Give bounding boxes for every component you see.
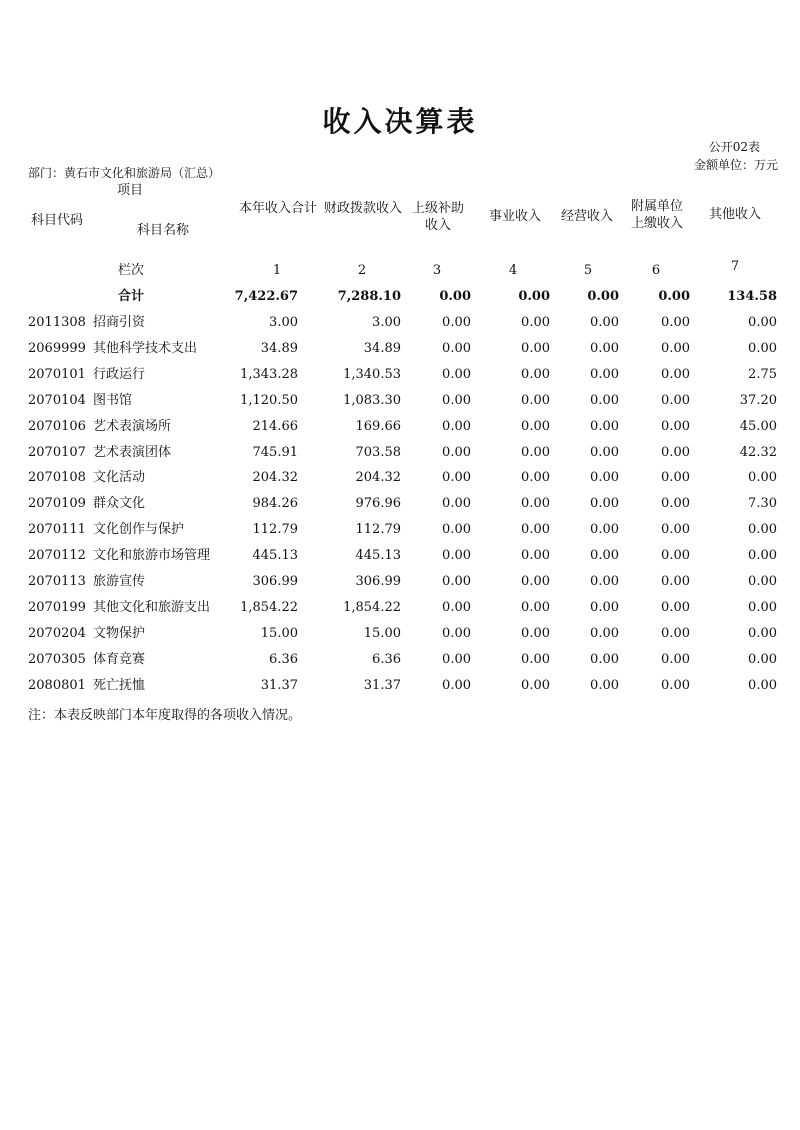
- seq-value: 1: [272, 263, 282, 278]
- seq-value: 5: [583, 263, 593, 278]
- subject-name: 行政运行: [93, 367, 146, 382]
- amount-cell: 0.00: [442, 574, 471, 589]
- amount-cell: 0.00: [748, 652, 777, 667]
- header-col6: 附属单位上缴收入: [630, 199, 683, 231]
- total-value: 0.00: [439, 289, 471, 304]
- subject-name: 图书馆: [93, 393, 133, 408]
- amount-cell: 0.00: [590, 367, 619, 382]
- subject-code: 2070101: [28, 367, 86, 382]
- amount-cell: 0.00: [521, 367, 550, 382]
- amount-cell: 306.99: [355, 574, 401, 589]
- amount-cell: 0.00: [442, 548, 471, 563]
- amount-cell: 34.89: [260, 341, 298, 356]
- subject-name: 艺术表演团体: [93, 445, 172, 460]
- amount-cell: 0.00: [590, 341, 619, 356]
- total-value: 0.00: [518, 289, 550, 304]
- subject-name: 其他文化和旅游支出: [93, 600, 211, 615]
- amount-cell: 0.00: [442, 600, 471, 615]
- amount-cell: 15.00: [260, 626, 298, 641]
- amount-cell: 0.00: [590, 419, 619, 434]
- amount-cell: 112.79: [355, 522, 401, 537]
- amount-cell: 0.00: [661, 341, 690, 356]
- subject-code: 2011308: [28, 315, 86, 330]
- amount-cell: 0.00: [521, 419, 550, 434]
- amount-cell: 976.96: [355, 496, 401, 511]
- header-col7: 其他收入: [708, 207, 761, 222]
- amount-cell: 169.66: [355, 419, 401, 434]
- amount-cell: 0.00: [521, 600, 550, 615]
- header-col4: 事业收入: [488, 209, 541, 224]
- amount-cell: 112.79: [252, 522, 298, 537]
- subject-code: 2070107: [28, 445, 86, 460]
- subject-name: 文化活动: [93, 470, 146, 485]
- amount-cell: 0.00: [590, 652, 619, 667]
- total-value: 7,288.10: [337, 289, 401, 304]
- amount-cell: 0.00: [521, 393, 550, 408]
- amount-cell: 0.00: [661, 626, 690, 641]
- amount-cell: 204.32: [252, 470, 298, 485]
- amount-cell: 0.00: [748, 626, 777, 641]
- amount-cell: 0.00: [442, 496, 471, 511]
- amount-cell: 0.00: [521, 315, 550, 330]
- subject-name: 旅游宣传: [93, 574, 146, 589]
- amount-cell: 0.00: [661, 470, 690, 485]
- amount-cell: 1,083.30: [343, 393, 401, 408]
- amount-cell: 34.89: [363, 341, 401, 356]
- amount-cell: 0.00: [442, 626, 471, 641]
- total-row-label: 合计: [118, 289, 145, 304]
- subject-code: 2070104: [28, 393, 86, 408]
- amount-cell: 0.00: [442, 419, 471, 434]
- amount-cell: 0.00: [748, 315, 777, 330]
- subject-name: 体育竞赛: [93, 652, 146, 667]
- amount-cell: 0.00: [521, 626, 550, 641]
- seq-value: 4: [508, 263, 518, 278]
- amount-cell: 703.58: [355, 445, 401, 460]
- amount-cell: 0.00: [590, 393, 619, 408]
- amount-cell: 0.00: [661, 548, 690, 563]
- amount-cell: 0.00: [661, 393, 690, 408]
- amount-unit: 金额单位：万元: [693, 158, 778, 172]
- amount-cell: 31.37: [260, 678, 298, 693]
- subject-name: 文化和旅游市场管理: [93, 548, 211, 563]
- amount-cell: 0.00: [748, 574, 777, 589]
- amount-cell: 6.36: [372, 652, 401, 667]
- amount-cell: 0.00: [748, 341, 777, 356]
- amount-cell: 0.00: [590, 470, 619, 485]
- department-label: 部门：黄石市文化和旅游局（汇总）: [28, 166, 221, 180]
- subject-code: 2069999: [28, 341, 86, 356]
- amount-cell: 37.20: [739, 393, 777, 408]
- amount-cell: 0.00: [521, 445, 550, 460]
- amount-cell: 0.00: [661, 496, 690, 511]
- amount-cell: 1,120.50: [240, 393, 298, 408]
- form-code: 公开02表: [708, 140, 760, 154]
- amount-cell: 445.13: [355, 548, 401, 563]
- amount-cell: 0.00: [748, 522, 777, 537]
- amount-cell: 984.26: [252, 496, 298, 511]
- amount-cell: 0.00: [521, 652, 550, 667]
- amount-cell: 0.00: [590, 574, 619, 589]
- subject-name: 群众文化: [93, 496, 146, 511]
- amount-cell: 0.00: [442, 341, 471, 356]
- total-value: 0.00: [587, 289, 619, 304]
- amount-cell: 0.00: [661, 367, 690, 382]
- subject-name: 文物保护: [93, 626, 146, 641]
- amount-cell: 0.00: [590, 548, 619, 563]
- amount-cell: 7.30: [748, 496, 777, 511]
- amount-cell: 0.00: [442, 652, 471, 667]
- amount-cell: 0.00: [521, 470, 550, 485]
- subject-name: 文化创作与保护: [93, 522, 185, 537]
- amount-cell: 31.37: [363, 678, 401, 693]
- amount-cell: 1,343.28: [240, 367, 298, 382]
- amount-cell: 0.00: [442, 678, 471, 693]
- header-col5: 经营收入: [560, 209, 613, 224]
- amount-cell: 6.36: [269, 652, 298, 667]
- amount-cell: 0.00: [521, 522, 550, 537]
- amount-cell: 0.00: [442, 522, 471, 537]
- amount-cell: 0.00: [521, 548, 550, 563]
- header-col3: 上级补助收入: [411, 201, 464, 233]
- subject-code: 2070199: [28, 600, 86, 615]
- amount-cell: 0.00: [521, 678, 550, 693]
- seq-value: 3: [432, 263, 442, 278]
- amount-cell: 0.00: [521, 496, 550, 511]
- amount-cell: 0.00: [661, 600, 690, 615]
- header-col1: 本年收入合计: [238, 201, 317, 216]
- amount-cell: 0.00: [442, 315, 471, 330]
- subject-code: 2070111: [28, 522, 86, 537]
- amount-cell: 0.00: [661, 445, 690, 460]
- amount-cell: 0.00: [661, 419, 690, 434]
- seq-value: 6: [651, 263, 661, 278]
- header-item: 项目: [116, 183, 143, 198]
- amount-cell: 0.00: [661, 574, 690, 589]
- amount-cell: 214.66: [252, 419, 298, 434]
- amount-cell: 0.00: [661, 315, 690, 330]
- amount-cell: 1,340.53: [343, 367, 401, 382]
- total-value: 0.00: [658, 289, 690, 304]
- amount-cell: 0.00: [521, 574, 550, 589]
- amount-cell: 45.00: [739, 419, 777, 434]
- amount-cell: 0.00: [748, 548, 777, 563]
- seq-value: 2: [357, 263, 367, 278]
- amount-cell: 0.00: [590, 678, 619, 693]
- amount-cell: 0.00: [521, 341, 550, 356]
- amount-cell: 0.00: [748, 678, 777, 693]
- subject-code: 2070108: [28, 470, 86, 485]
- subject-name: 其他科学技术支出: [93, 341, 198, 356]
- amount-cell: 1,854.22: [343, 600, 401, 615]
- amount-cell: 15.00: [363, 626, 401, 641]
- seq-value: 7: [730, 259, 740, 274]
- seq-row-label: 栏次: [118, 263, 145, 278]
- subject-code: 2070113: [28, 574, 86, 589]
- header-col2: 财政拨款收入: [323, 201, 402, 216]
- subject-code: 2070112: [28, 548, 86, 563]
- subject-code: 2070305: [28, 652, 86, 667]
- total-value: 7,422.67: [234, 289, 298, 304]
- amount-cell: 745.91: [252, 445, 298, 460]
- subject-name: 招商引资: [93, 315, 146, 330]
- amount-cell: 445.13: [252, 548, 298, 563]
- amount-cell: 0.00: [442, 367, 471, 382]
- amount-cell: 42.32: [739, 445, 777, 460]
- amount-cell: 306.99: [252, 574, 298, 589]
- subject-code: 2070106: [28, 419, 86, 434]
- subject-code: 2070109: [28, 496, 86, 511]
- subject-code: 2070204: [28, 626, 86, 641]
- amount-cell: 204.32: [355, 470, 401, 485]
- subject-code: 2080801: [28, 678, 86, 693]
- subject-name: 艺术表演场所: [93, 419, 172, 434]
- header-subject-name: 科目名称: [136, 223, 189, 238]
- amount-cell: 2.75: [748, 367, 777, 382]
- amount-cell: 0.00: [590, 496, 619, 511]
- amount-cell: 0.00: [590, 600, 619, 615]
- amount-cell: 1,854.22: [240, 600, 298, 615]
- amount-cell: 0.00: [442, 470, 471, 485]
- amount-cell: 0.00: [590, 315, 619, 330]
- header-subject-code: 科目代码: [30, 213, 83, 228]
- amount-cell: 0.00: [442, 393, 471, 408]
- subject-name: 死亡抚恤: [93, 678, 146, 693]
- amount-cell: 0.00: [748, 470, 777, 485]
- amount-cell: 0.00: [442, 445, 471, 460]
- table-note: 注：本表反映部门本年度取得的各项收入情况。: [28, 708, 302, 723]
- amount-cell: 0.00: [590, 626, 619, 641]
- amount-cell: 0.00: [661, 678, 690, 693]
- amount-cell: 3.00: [269, 315, 298, 330]
- document-title: 收入决算表: [322, 105, 478, 138]
- total-value: 134.58: [727, 289, 777, 304]
- amount-cell: 0.00: [590, 445, 619, 460]
- amount-cell: 0.00: [590, 522, 619, 537]
- amount-cell: 0.00: [661, 652, 690, 667]
- amount-cell: 3.00: [372, 315, 401, 330]
- amount-cell: 0.00: [748, 600, 777, 615]
- amount-cell: 0.00: [661, 522, 690, 537]
